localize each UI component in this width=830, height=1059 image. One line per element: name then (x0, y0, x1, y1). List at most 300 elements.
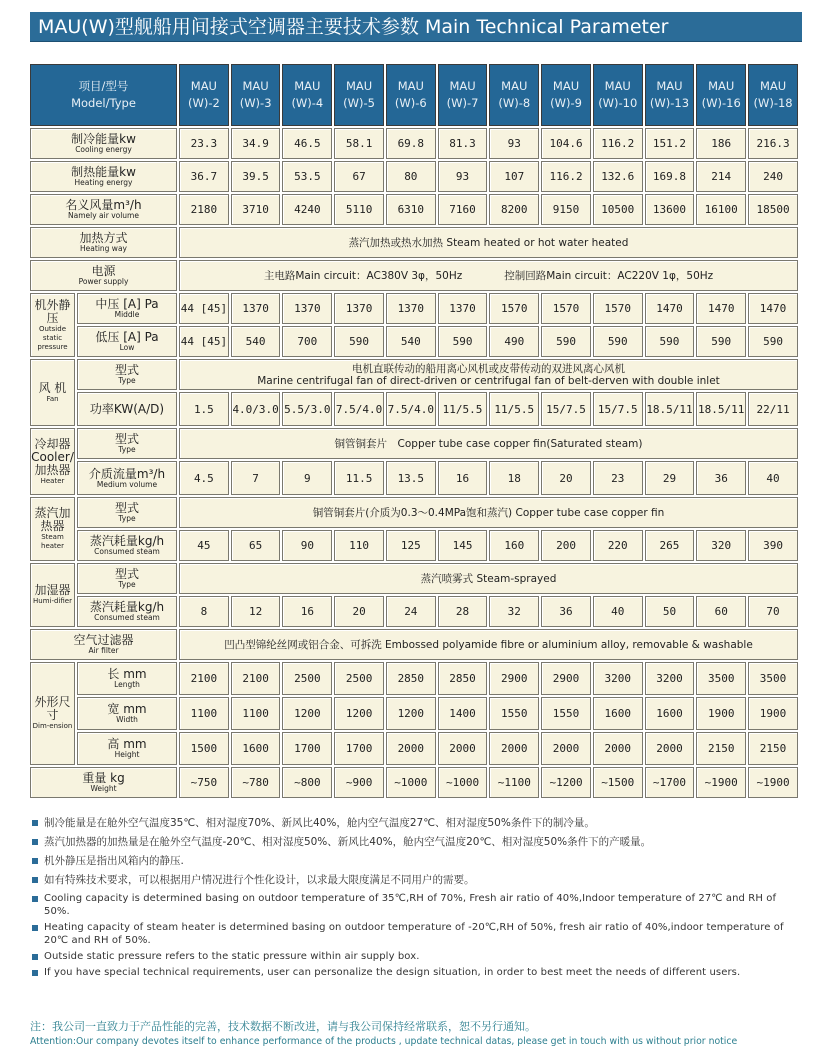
model-header (438, 64, 488, 126)
model-name-line: (W)-6 (394, 96, 427, 110)
value-cell: 15/7.5 (541, 392, 591, 426)
label-en: Consumed steam (94, 613, 160, 622)
spanning-value-cell (179, 629, 798, 660)
value-cell: 7.5/4.0 (386, 392, 436, 426)
value-cell: 1400 (438, 697, 488, 730)
value-cell: 44 [45] (179, 293, 229, 324)
value-cell: 116.2 (593, 128, 643, 159)
value-cell: 1370 (386, 293, 436, 324)
value-cell: 28 (438, 596, 488, 627)
label-cn: 制热能量kw (71, 165, 136, 179)
value-cell: 2000 (541, 732, 591, 765)
note-item (30, 950, 802, 963)
note-text: Heating capacity of steam heater is determined basing on outdoor temperature of -20℃,RH of 50%, fresh air ratio of 40%,indoor temperature of 20℃ and RH of 50%. (44, 922, 784, 946)
model-name-line: MAU (345, 79, 373, 93)
value-cell: 1200 (282, 697, 332, 730)
square-bullet-icon (32, 970, 38, 976)
value-cell: 4240 (282, 194, 332, 225)
value-cell: 1470 (645, 293, 695, 324)
model-name-line: MAU (449, 79, 476, 93)
value-cell: 265 (645, 530, 695, 561)
spanning-value-cell (179, 428, 798, 459)
row-label (77, 697, 177, 730)
spanning-text: 主电路Main circuit：AC380V 3φ，50Hz 控制回路Main circuit：AC220V 1φ，50Hz (263, 269, 714, 282)
model-name-line: MAU (397, 79, 424, 93)
value-cell: 13.5 (386, 461, 436, 495)
value-cell: 3500 (748, 662, 798, 695)
value-cell: 1600 (593, 697, 643, 730)
value-cell: 1600 (645, 697, 695, 730)
note-item (30, 816, 802, 830)
value-cell: ~1100 (489, 767, 539, 798)
note-text: Cooling capacity is determined basing on outdoor temperature of 35℃,RH of 70%, Fresh air ratio of 40%,Indoor temperature of 27℃ and RH of 50%. (44, 893, 777, 917)
label-en: Type (118, 376, 136, 385)
value-cell: 1900 (696, 697, 746, 730)
model-header (334, 64, 384, 126)
row-label (77, 732, 177, 765)
value-cell: 93 (438, 161, 488, 192)
label-cn: 蒸汽加热器 (34, 506, 71, 533)
spanning-value-cell (179, 227, 798, 258)
note-text: Outside static pressure refers to the static pressure within air supply box. (44, 951, 420, 962)
label-cn: 高 mm (107, 737, 147, 751)
table-row (30, 194, 798, 225)
value-cell: 110 (334, 530, 384, 561)
row-label (30, 260, 177, 291)
value-cell: 5.5/3.0 (282, 392, 332, 426)
value-cell: 10500 (593, 194, 643, 225)
model-name-line: MAU (759, 79, 787, 93)
table-row (30, 497, 798, 528)
row-label (30, 194, 177, 225)
label-cn: 低压 [A] Pa (95, 330, 159, 344)
value-cell: 590 (593, 326, 643, 357)
value-cell: 160 (489, 530, 539, 561)
group-label (30, 359, 75, 426)
label-en: Consumed steam (94, 547, 160, 556)
value-cell: 4.0/3.0 (231, 392, 281, 426)
value-cell: 3200 (645, 662, 695, 695)
label-en: Steam heater (41, 533, 64, 550)
label-cn: 蒸汽耗量kg/h (89, 534, 165, 548)
value-cell: 540 (231, 326, 281, 357)
value-cell: 90 (282, 530, 332, 561)
row-label (30, 227, 177, 258)
spanning-text: 铜管铜套片 Copper tube case copper fin(Saturated steam) (334, 437, 643, 450)
label-cn: 中压 [A] Pa (95, 297, 159, 311)
value-cell: 7.5/4.0 (334, 392, 384, 426)
model-header (231, 64, 281, 126)
label-cn: 外形尺寸 (34, 695, 71, 722)
value-cell: 590 (696, 326, 746, 357)
value-cell: 2100 (179, 662, 229, 695)
label-cn: 电源 (91, 264, 116, 278)
model-name-line: MAU (552, 79, 580, 93)
spanning-value-cell (179, 359, 798, 390)
row-label (77, 392, 177, 426)
value-cell: 11/5.5 (438, 392, 488, 426)
note-text: 蒸汽加热器的加热量是在舱外空气温度-20℃、相对湿度50%、新风比40%，舱内空气温度20℃、相对湿度50%条件下的产暖量。 (44, 836, 652, 848)
note-text: 制冷能量是在舱外空气温度35℃、相对湿度70%、新风比40%，舱内空气温度27℃、相对湿度50%条件下的制冷量。 (44, 817, 595, 829)
spanning-text: 蒸汽喷雾式 Steam-sprayed (420, 572, 557, 585)
value-cell: 5110 (334, 194, 384, 225)
group-label (30, 293, 75, 357)
label-cn: 加湿器 (34, 583, 71, 597)
value-cell: ~900 (334, 767, 384, 798)
value-cell: 6310 (386, 194, 436, 225)
label-cn: 介质流量m³/h (88, 466, 166, 481)
model-name-line: (W)-10 (598, 96, 638, 110)
value-cell: 1200 (334, 697, 384, 730)
value-cell: 214 (696, 161, 746, 192)
label-cn: 加热方式 (79, 231, 128, 245)
value-cell: 8 (179, 596, 229, 627)
value-cell: 93 (489, 128, 539, 159)
value-cell: ~1700 (645, 767, 695, 798)
value-cell: 11/5.5 (489, 392, 539, 426)
value-cell: 16 (438, 461, 488, 495)
footer-notice (30, 1019, 820, 1049)
value-cell: 2000 (645, 732, 695, 765)
value-cell: 590 (645, 326, 695, 357)
value-cell: ~800 (282, 767, 332, 798)
label-en: Type (118, 514, 136, 523)
label-en: Cooling energy (75, 145, 132, 154)
value-cell: 1100 (231, 697, 281, 730)
value-cell: 23.3 (179, 128, 229, 159)
label-en: Heating way (80, 244, 127, 253)
note-text: 机外静压是指出风箱内的静压. (44, 855, 184, 867)
value-cell: 2150 (696, 732, 746, 765)
table-row (30, 461, 798, 495)
value-cell: 107 (489, 161, 539, 192)
label-cn: 蒸汽耗量kg/h (89, 600, 165, 614)
value-cell: 2100 (231, 662, 281, 695)
label-en: Outside static pressure (37, 324, 68, 351)
value-cell: 22/11 (748, 392, 798, 426)
value-cell: 240 (748, 161, 798, 192)
label-cn: 型式 (115, 363, 140, 377)
value-cell: 2900 (489, 662, 539, 695)
spanning-text: 蒸汽加热或热水加热 Steam heated or hot water heated (348, 236, 629, 249)
table-row (30, 662, 798, 695)
value-cell: 390 (748, 530, 798, 561)
value-cell: 23 (593, 461, 643, 495)
label-cn: 制冷能量kw (71, 132, 136, 146)
value-cell: 1700 (334, 732, 384, 765)
model-name-line: (W)-16 (701, 96, 741, 110)
square-bullet-icon (32, 954, 38, 960)
value-cell: 29 (645, 461, 695, 495)
table-row (30, 732, 798, 765)
value-cell: 590 (748, 326, 798, 357)
value-cell: 132.6 (593, 161, 643, 192)
value-cell: 2500 (334, 662, 384, 695)
model-header (696, 64, 746, 126)
value-cell: 9150 (541, 194, 591, 225)
value-cell: 20 (334, 596, 384, 627)
model-name-line: (W)-2 (187, 96, 220, 110)
label-en: Heating energy (74, 178, 133, 187)
model-header (386, 64, 436, 126)
square-bullet-icon (32, 839, 38, 845)
model-name-line: (W)-18 (753, 96, 793, 110)
label-en: Dim-ension (32, 722, 73, 730)
group-label (30, 662, 75, 765)
value-cell: 320 (696, 530, 746, 561)
note-text: If you have special technical requirements, user can personalize the design situation, in order to best meet the needs of different users. (44, 967, 741, 978)
value-cell: 3200 (593, 662, 643, 695)
model-header (541, 64, 591, 126)
table-row (30, 629, 798, 660)
value-cell: 70 (748, 596, 798, 627)
row-label (30, 128, 177, 159)
value-cell: 46.5 (282, 128, 332, 159)
group-label (30, 497, 75, 561)
row-label (30, 161, 177, 192)
value-cell: 2150 (748, 732, 798, 765)
label-en: Heater (40, 476, 65, 485)
table-row (30, 530, 798, 561)
model-header (593, 64, 643, 126)
value-cell: 67 (334, 161, 384, 192)
value-cell: 65 (231, 530, 281, 561)
model-name-line: (W)-9 (550, 96, 582, 110)
value-cell: 2000 (593, 732, 643, 765)
table-row (30, 128, 798, 159)
spanning-text: 凹凸型锦纶丝网或铝合金、可拆洗 Embossed polyamide fibre or aluminium alloy, removable & washable (224, 638, 753, 651)
value-cell: 2000 (386, 732, 436, 765)
value-cell: 44 [45] (179, 326, 229, 357)
value-cell: 1370 (438, 293, 488, 324)
label-cn: 空气过滤器 (73, 633, 134, 647)
value-cell: 81.3 (438, 128, 488, 159)
value-cell: 186 (696, 128, 746, 159)
table-row (30, 161, 798, 192)
value-cell: ~1900 (696, 767, 746, 798)
model-name-line: (W)-13 (649, 96, 690, 110)
label-en: Medium volume (96, 479, 158, 489)
label-en: Weight (90, 784, 117, 793)
row-label (30, 629, 177, 660)
label-cn: 项目/型号 (78, 79, 129, 93)
value-cell: 80 (386, 161, 436, 192)
value-cell: 1500 (179, 732, 229, 765)
label-cn: 冷却器 Cooler/ 加热器 (31, 436, 74, 477)
label-cn: 宽 mm (107, 702, 147, 716)
value-cell: 58.1 (334, 128, 384, 159)
value-cell: 36 (541, 596, 591, 627)
square-bullet-icon (32, 858, 38, 864)
value-cell: ~780 (231, 767, 281, 798)
value-cell: 1100 (179, 697, 229, 730)
row-label (77, 497, 177, 528)
label-cn: 长 mm (107, 667, 147, 681)
label-en: Air filter (88, 646, 119, 655)
value-cell: 4.5 (179, 461, 229, 495)
model-type-header (30, 64, 177, 126)
note-item (30, 892, 802, 918)
notes-list (30, 816, 802, 982)
value-cell: 40 (748, 461, 798, 495)
label-cn: 型式 (115, 567, 140, 581)
table-row (30, 260, 798, 291)
value-cell: 2000 (438, 732, 488, 765)
value-cell: 1470 (748, 293, 798, 324)
value-cell: 169.8 (645, 161, 695, 192)
value-cell: 1370 (231, 293, 281, 324)
value-cell: 1550 (541, 697, 591, 730)
value-cell: 2850 (438, 662, 488, 695)
square-bullet-icon (32, 925, 38, 931)
value-cell: 700 (282, 326, 332, 357)
value-cell: 104.6 (541, 128, 591, 159)
note-item (30, 835, 802, 849)
value-cell: 16 (282, 596, 332, 627)
row-label (77, 461, 177, 495)
note-item (30, 873, 802, 887)
spanning-value-cell (179, 497, 798, 528)
value-cell: 3500 (696, 662, 746, 695)
note-text: 如有特殊技术要求，可以根据用户情况进行个性化设计，以求最大限度满足不同用户的需要。 (44, 874, 475, 886)
value-cell: 200 (541, 530, 591, 561)
value-cell: 1370 (282, 293, 332, 324)
header-row (30, 64, 798, 126)
label-en: Model/Type (71, 96, 136, 110)
value-cell: 590 (334, 326, 384, 357)
table-row (30, 428, 798, 459)
value-cell: 36 (696, 461, 746, 495)
value-cell: 125 (386, 530, 436, 561)
row-label (77, 428, 177, 459)
value-cell: 32 (489, 596, 539, 627)
value-cell: 1200 (386, 697, 436, 730)
value-cell: 490 (489, 326, 539, 357)
model-name-line: MAU (190, 79, 217, 93)
value-cell: 40 (593, 596, 643, 627)
model-name-line: (W)-4 (291, 96, 324, 110)
model-name-line: MAU (294, 79, 321, 93)
value-cell: ~1000 (386, 767, 436, 798)
value-cell: 13600 (645, 194, 695, 225)
value-cell: 20 (541, 461, 591, 495)
value-cell: 1570 (489, 293, 539, 324)
row-label (77, 326, 177, 357)
row-label (77, 662, 177, 695)
value-cell: 18 (489, 461, 539, 495)
value-cell: 39.5 (231, 161, 281, 192)
value-cell: 9 (282, 461, 332, 495)
label-en: Power supply (78, 277, 129, 286)
spanning-text: 铜管铜套片(介质为0.3～0.4MPa饱和蒸汽) Copper tube case copper fin (312, 506, 665, 519)
value-cell: 53.5 (282, 161, 332, 192)
value-cell: 145 (438, 530, 488, 561)
value-cell: 34.9 (231, 128, 281, 159)
value-cell: 2180 (179, 194, 229, 225)
value-cell: 36.7 (179, 161, 229, 192)
value-cell: 7160 (438, 194, 488, 225)
table-row (30, 697, 798, 730)
value-cell: 24 (386, 596, 436, 627)
value-cell: 2500 (282, 662, 332, 695)
label-cn: 功率KW(A/D) (89, 402, 165, 416)
label-cn: 型式 (115, 432, 140, 446)
label-en: Type (118, 445, 136, 454)
table-row (30, 563, 798, 594)
footer-notice-cn: 注：我公司一直致力于产品性能的完善，技术数据不断改进，请与我公司保持经常联系，恕不另行通知。 (30, 1020, 536, 1033)
label-cn: 名义风量m³/h (65, 198, 142, 212)
value-cell: 1370 (334, 293, 384, 324)
row-label (77, 530, 177, 561)
spanning-text: 电机直联传动的船用离心风机或皮带传动的双进风离心风机 (352, 362, 625, 375)
square-bullet-icon (32, 896, 38, 902)
label-en: Height (114, 750, 140, 759)
value-cell: 18.5/11 (645, 392, 695, 426)
row-label (77, 563, 177, 594)
value-cell: 590 (438, 326, 488, 357)
label-en: Width (116, 715, 138, 724)
label-en: Humi-difier (33, 597, 72, 605)
row-label (30, 767, 177, 798)
value-cell: 16100 (696, 194, 746, 225)
value-cell: 18500 (748, 194, 798, 225)
value-cell: 1570 (541, 293, 591, 324)
note-item (30, 966, 802, 979)
value-cell: 3710 (231, 194, 281, 225)
footer-notice-en: Attention:Our company devotes itself to enhance performance of the products , update technical datas, please get in touch with us without prior notice (30, 1036, 738, 1047)
note-item (30, 854, 802, 868)
technical-parameter-table (28, 62, 800, 800)
model-name-line: MAU (242, 79, 269, 93)
value-cell: ~1500 (593, 767, 643, 798)
value-cell: 151.2 (645, 128, 695, 159)
model-name-line: (W)-7 (446, 96, 479, 110)
value-cell: 12 (231, 596, 281, 627)
label-en: Type (118, 580, 136, 589)
label-en: Fan (46, 394, 59, 403)
value-cell: 2850 (386, 662, 436, 695)
model-name-line: (W)-5 (343, 96, 375, 110)
label-en: Length (114, 680, 140, 689)
value-cell: ~1000 (438, 767, 488, 798)
label-cn: 风 机 (38, 380, 67, 395)
value-cell: 18.5/11 (696, 392, 746, 426)
square-bullet-icon (32, 820, 38, 826)
table-row (30, 392, 798, 426)
model-name-line: (W)-8 (498, 96, 531, 110)
value-cell: 8200 (489, 194, 539, 225)
spanning-value-cell (179, 563, 798, 594)
spanning-value-cell (179, 260, 798, 291)
table-row (30, 227, 798, 258)
row-label (77, 359, 177, 390)
value-cell: 1600 (231, 732, 281, 765)
model-header (489, 64, 539, 126)
value-cell: 11.5 (334, 461, 384, 495)
value-cell: 220 (593, 530, 643, 561)
model-name-line: MAU (604, 79, 631, 93)
value-cell: 1900 (748, 697, 798, 730)
value-cell: 69.8 (386, 128, 436, 159)
square-bullet-icon (32, 877, 38, 883)
page-title: MAU(W)型舰船用间接式空调器主要技术参数 Main Technical Parameter (30, 12, 802, 42)
model-header (282, 64, 332, 126)
label-cn: 型式 (115, 501, 140, 515)
model-header (645, 64, 695, 126)
model-header (179, 64, 229, 126)
model-name-line: (W)-3 (239, 96, 272, 110)
value-cell: 15/7.5 (593, 392, 643, 426)
